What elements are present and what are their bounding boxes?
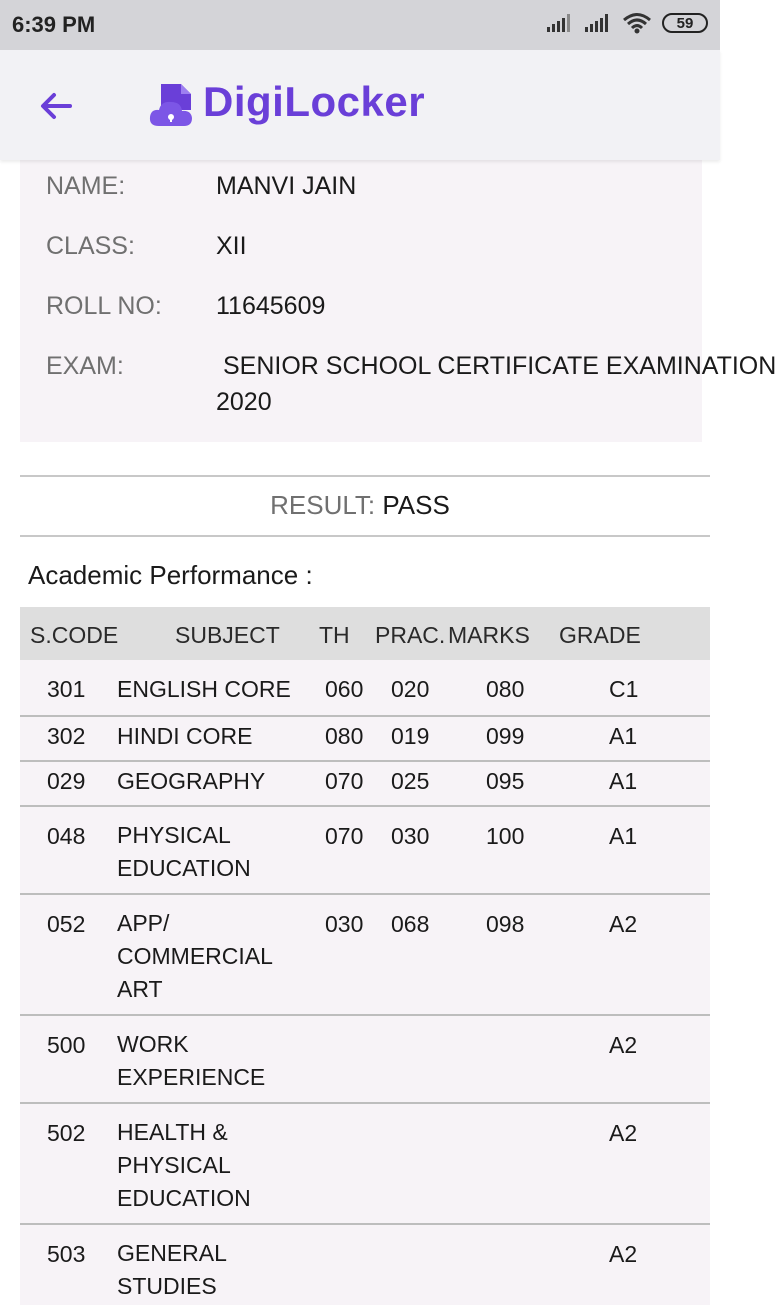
cell-subject: WORK EXPERIENCE	[117, 1031, 266, 1090]
result-line	[0, 490, 720, 521]
cell-grade: A1	[609, 723, 638, 749]
cell-prac: 030	[391, 823, 430, 849]
table-row	[20, 762, 710, 807]
battery-level: 59	[676, 14, 694, 32]
cell-grade: A1	[609, 768, 638, 794]
cell-marks: 098	[486, 911, 525, 937]
exam-label: EXAM:	[46, 352, 124, 380]
divider	[20, 475, 710, 477]
cell-th: 070	[325, 768, 364, 794]
app-bar	[0, 50, 720, 160]
table-row	[20, 895, 710, 1016]
cell-code: 048	[47, 823, 86, 849]
result-label: RESULT:	[270, 490, 376, 520]
table-row	[20, 660, 710, 717]
status-time: 6:39 PM	[12, 12, 96, 37]
header-grade: GRADE	[559, 622, 641, 648]
cell-subject: PHYSICAL EDUCATION	[117, 822, 251, 881]
cell-grade: A2	[609, 911, 638, 937]
class-value: XII	[216, 232, 247, 260]
back-arrow-icon[interactable]	[36, 86, 76, 126]
header-subject: SUBJECT	[175, 622, 280, 648]
cell-marks: 100	[486, 823, 525, 849]
header-prac: PRAC.	[375, 622, 446, 648]
table-row	[20, 717, 710, 762]
signal-icon-2	[584, 13, 612, 33]
result-value: PASS	[382, 490, 450, 520]
cell-subject: APP/ COMMERCIAL ART	[117, 910, 273, 1002]
class-label: CLASS:	[46, 232, 135, 260]
cell-prac: 020	[391, 676, 430, 702]
cell-prac: 068	[391, 911, 430, 937]
divider	[20, 535, 710, 537]
wifi-icon	[622, 12, 652, 34]
status-bar	[0, 0, 720, 50]
cell-grade: A2	[609, 1241, 638, 1267]
cell-code: 029	[47, 768, 86, 794]
cell-code: 503	[47, 1241, 86, 1267]
cell-code: 500	[47, 1032, 86, 1058]
roll-value: 11645609	[216, 292, 326, 320]
exam-name: SENIOR SCHOOL CERTIFICATE EXAMINATION	[223, 352, 776, 380]
cell-grade: A2	[609, 1032, 638, 1058]
cell-grade: A1	[609, 823, 638, 849]
table-row	[20, 807, 710, 895]
table-row	[20, 1225, 710, 1305]
cell-grade: A2	[609, 1120, 638, 1146]
cell-th: 080	[325, 723, 364, 749]
status-icons	[546, 12, 708, 34]
cell-subject: HINDI CORE	[117, 723, 253, 749]
header-code: S.CODE	[30, 622, 119, 648]
cell-code: 502	[47, 1120, 86, 1146]
name-label: NAME:	[46, 172, 126, 200]
marks-table	[20, 660, 710, 1305]
table-row	[20, 1104, 710, 1225]
cell-subject: GEOGRAPHY	[117, 768, 266, 794]
cell-prac: 025	[391, 768, 430, 794]
exam-value	[216, 348, 776, 420]
digilocker-logo-icon	[147, 80, 199, 130]
cell-th: 060	[325, 676, 364, 702]
battery-icon	[662, 13, 708, 33]
app-logo-text: DigiLocker	[203, 78, 426, 125]
student-info-card	[20, 160, 776, 442]
cell-subject: GENERAL STUDIES	[117, 1240, 227, 1299]
cell-grade: C1	[609, 676, 639, 702]
header-marks: MARKS	[448, 622, 530, 648]
signal-icon	[546, 13, 574, 33]
cell-code: 302	[47, 723, 86, 749]
header-th: TH	[319, 622, 350, 648]
academic-performance-title: Academic Performance :	[28, 560, 313, 590]
cell-subject: ENGLISH CORE	[117, 676, 291, 702]
roll-label: ROLL NO:	[46, 292, 162, 320]
cell-code: 052	[47, 911, 86, 937]
cell-th: 030	[325, 911, 364, 937]
name-value: MANVI JAIN	[216, 172, 357, 200]
cell-th: 070	[325, 823, 364, 849]
table-header	[20, 607, 710, 660]
cell-marks: 099	[486, 723, 525, 749]
exam-year: 2020	[216, 388, 272, 416]
cell-marks: 095	[486, 768, 525, 794]
cell-subject: HEALTH & PHYSICAL EDUCATION	[117, 1119, 251, 1211]
cell-marks: 080	[486, 676, 525, 702]
cell-code: 301	[47, 676, 86, 702]
table-row	[20, 1016, 710, 1104]
cell-prac: 019	[391, 723, 430, 749]
